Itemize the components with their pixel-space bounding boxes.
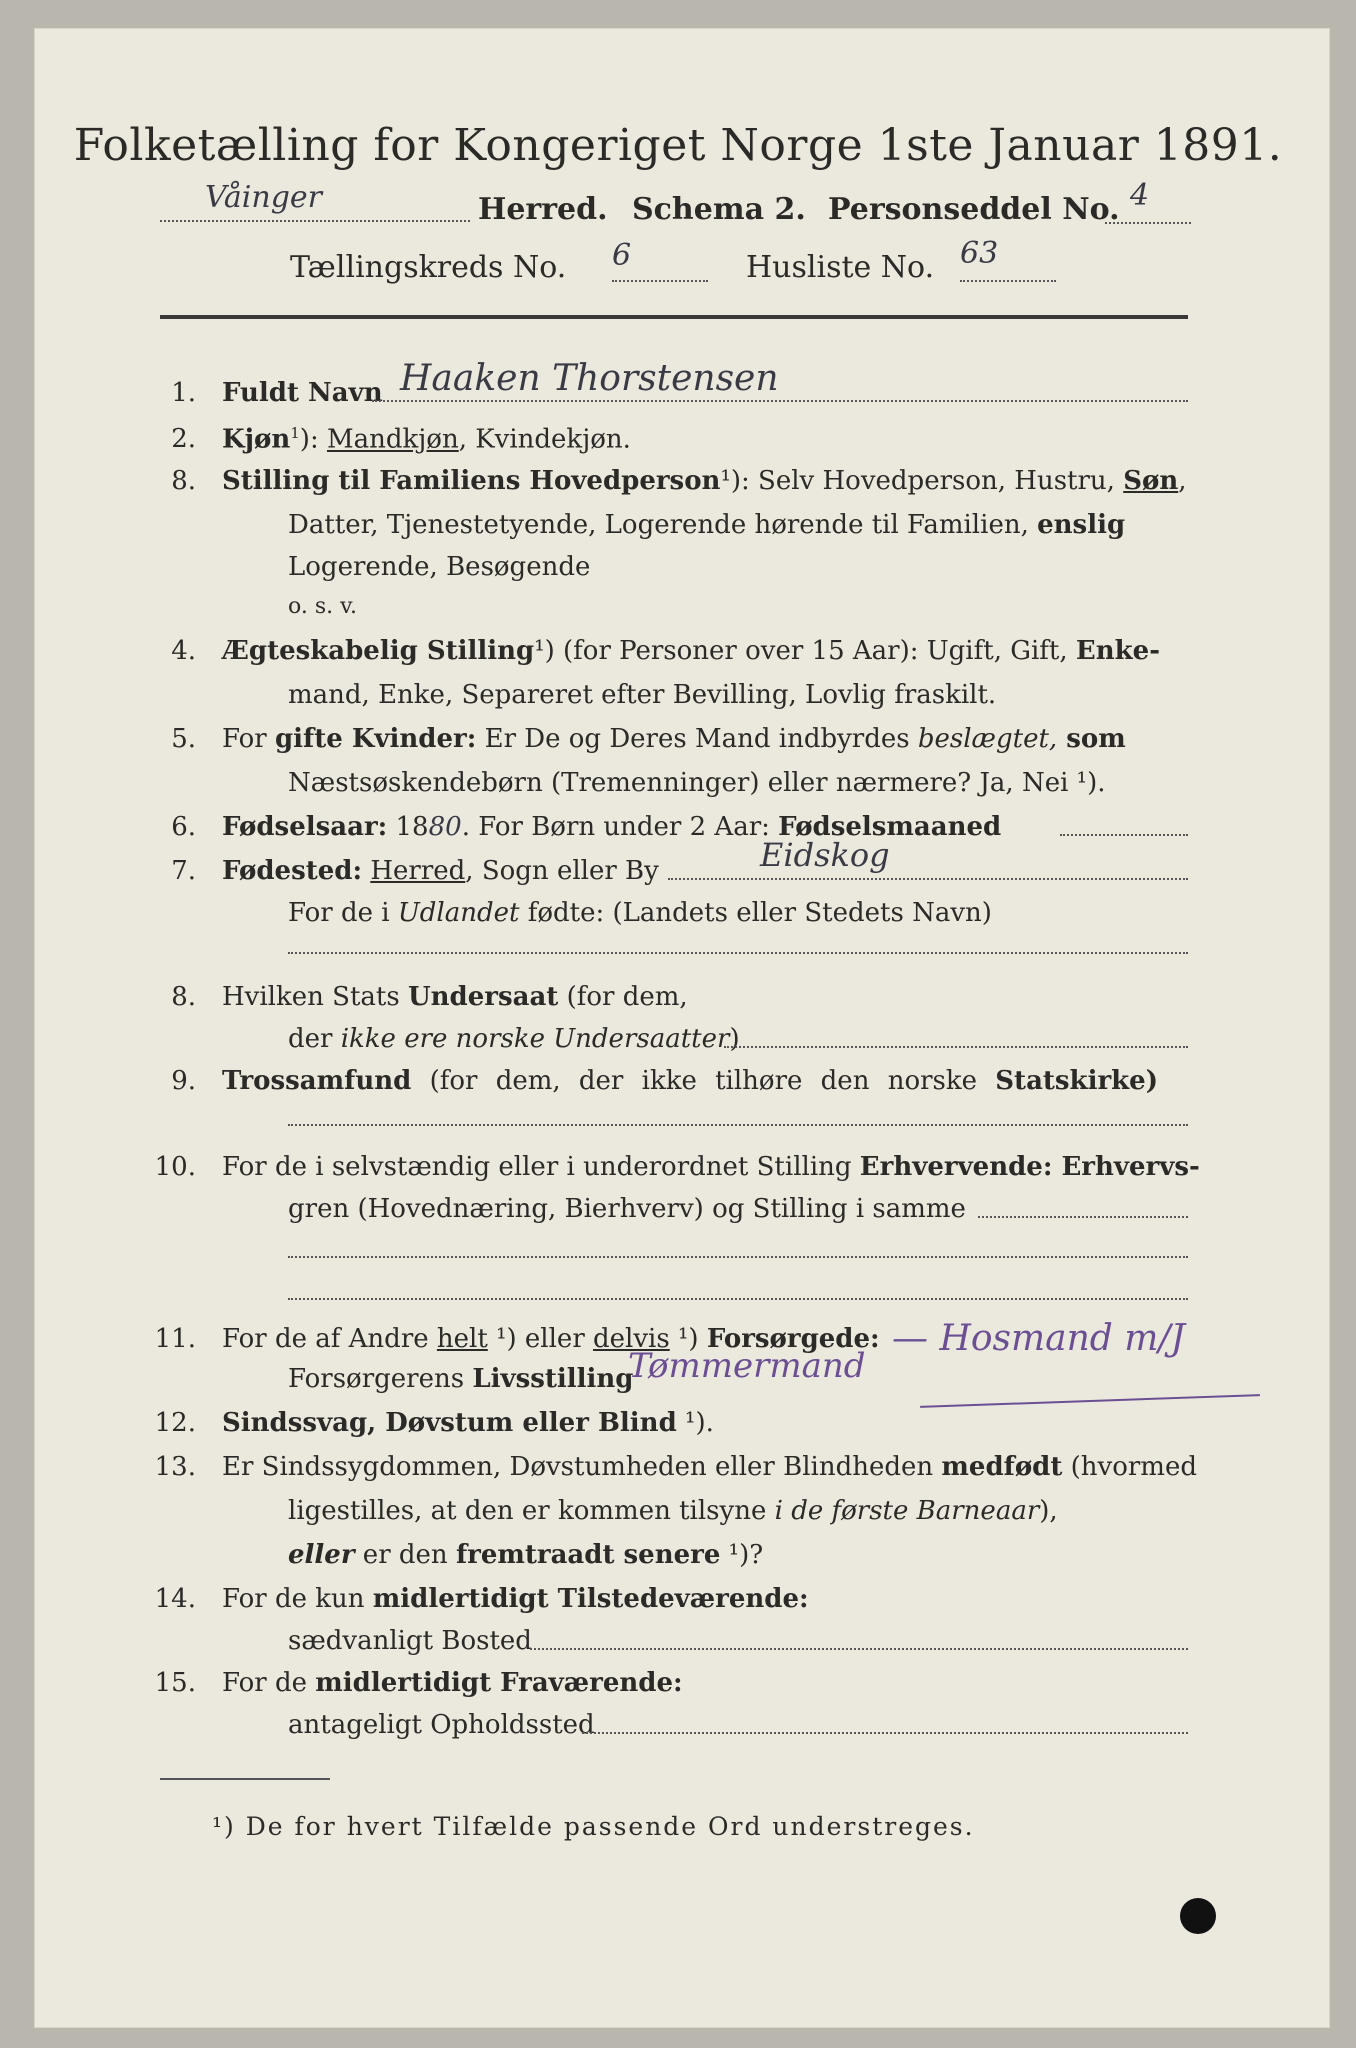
item-number: 12.	[154, 1408, 196, 1438]
item-number: 7.	[171, 856, 196, 886]
item-number: 2.	[171, 424, 196, 454]
dotted-line	[1105, 222, 1191, 224]
dotted-line	[612, 280, 708, 282]
birth-year-value: 80	[428, 812, 462, 842]
item-number: 11.	[154, 1324, 196, 1354]
herred-value: Våinger	[205, 180, 323, 215]
handwritten-stroke	[920, 1394, 1260, 1408]
congenital-line3: eller er den fremtraadt senere ¹)?	[288, 1540, 764, 1570]
supporter-row: Forsørgerens Livsstilling	[288, 1364, 634, 1394]
item-number: 14.	[154, 1584, 196, 1614]
religion-row: Trossamfund (for dem, der ikke tilhøre den norske Statskirke)	[222, 1066, 1159, 1096]
dotted-line	[372, 400, 1188, 402]
congenital-row: Er Sindssygdommen, Døvstumheden eller Blindheden medfødt (hvormed	[222, 1452, 1197, 1482]
dotted-line	[668, 878, 1188, 880]
temporary-absent-row: For de midlertidigt Fraværende:	[222, 1668, 683, 1698]
item-number: 9.	[171, 1066, 196, 1096]
form-title: Folketælling for Kongeriget Norge 1ste Januar 1891.	[73, 120, 1283, 171]
dotted-line	[288, 1298, 1188, 1300]
congenital-line2: ligestilles, at den er kommen tilsyne i de første Barneaar),	[288, 1496, 1058, 1526]
birth-year-row: Fødselsaar: 1880. For Børn under 2 Aar: Fødselsmaaned	[222, 812, 1002, 842]
dotted-line	[724, 1046, 1188, 1048]
personseddel-value: 4	[1130, 178, 1150, 213]
footnote: ¹) De for hvert Tilfælde passende Ord understreges.	[212, 1812, 975, 1841]
item-number: 5.	[171, 724, 196, 754]
ink-blot	[1180, 1898, 1216, 1934]
item-number: 4.	[171, 636, 196, 666]
item-number: 10.	[154, 1152, 196, 1182]
marital-status-row: Ægteskabelig Stilling¹) (for Personer over 15 Aar): Ugift, Gift, Enke-	[222, 636, 1160, 666]
family-position-row: Stilling til Familiens Hovedperson¹): Selv Hovedperson, Hustru, Søn,	[222, 466, 1187, 496]
item-number: 1.	[171, 378, 196, 408]
family-position-line2: Datter, Tjenestetyende, Logerende hørende til Familien, enslig	[288, 510, 1126, 540]
family-position-line3: Logerende, Besøgende	[288, 552, 591, 582]
usual-residence-label: sædvanligt Bosted	[288, 1626, 532, 1656]
dotted-line	[978, 1216, 1188, 1218]
probable-residence-label: antageligt Opholdssted	[288, 1710, 595, 1740]
dotted-line	[288, 1124, 1188, 1126]
occupation-row: For de i selvstændig eller i underordnet Stilling Erhvervende: Erhvervs-	[222, 1152, 1200, 1182]
item-number: 8.	[171, 466, 196, 496]
footnote-rule	[160, 1778, 330, 1780]
married-women-line2: Næstsøskendebørn (Tremenninger) eller nærmere? Ja, Nei ¹).	[288, 768, 1106, 798]
supporter-value: Tømmermand	[628, 1346, 866, 1386]
occupation-line2: gren (Hovednæring, Bierhverv) og Stilling i samme	[288, 1194, 966, 1224]
husliste-label: Husliste No.	[746, 250, 935, 285]
item-number: 15.	[154, 1668, 196, 1698]
citizenship-row: Hvilken Stats Undersaat (for dem,	[222, 982, 688, 1012]
dotted-line	[288, 952, 1188, 954]
personseddel-label: Personseddel No.	[828, 192, 1120, 227]
schema-label: Schema 2.	[632, 192, 806, 227]
taellingskreds-label: Tællingskreds No.	[290, 250, 567, 285]
citizenship-line2: der ikke ere norske Undersaatter)	[288, 1024, 740, 1054]
supported-row: For de af Andre helt ¹) eller delvis ¹) Forsørgede:	[222, 1324, 880, 1354]
marital-status-line2: mand, Enke, Separeret efter Bevilling, Lovlig fraskilt.	[288, 680, 997, 710]
dotted-line	[160, 220, 470, 222]
married-women-row: For gifte Kvinder: Er De og Deres Mand indbyrdes beslægtet, som	[222, 724, 1126, 754]
temporary-present-row: For de kun midlertidigt Tilstedeværende:	[222, 1584, 809, 1614]
dotted-line	[582, 1732, 1188, 1734]
dotted-line	[288, 1256, 1188, 1258]
item-number: 13.	[154, 1452, 196, 1482]
birthplace-value: Eidskog	[760, 836, 890, 874]
dotted-line	[1060, 834, 1188, 836]
header-rule	[160, 315, 1188, 319]
full-name-label: Fuldt Navn	[222, 378, 383, 408]
item-number: 8.	[171, 982, 196, 1012]
sex-row: Kjøn$^1$): Mandkjøn, Kvindekjøn.	[222, 424, 631, 455]
full-name-value: Haaken Thorstensen	[400, 358, 779, 399]
husliste-value: 63	[960, 236, 999, 271]
dotted-line	[530, 1648, 1188, 1650]
supported-value: — Hosmand m/J	[892, 1318, 1185, 1359]
dotted-line	[960, 280, 1056, 282]
item-number: 6.	[171, 812, 196, 842]
disability-row: Sindssvag, Døvstum eller Blind ¹).	[222, 1408, 714, 1438]
family-position-line4: o. s. v.	[288, 594, 357, 619]
birthplace-line2: For de i Udlandet fødte: (Landets eller Stedets Navn)	[288, 898, 992, 928]
herred-label: Herred.	[478, 192, 608, 227]
birthplace-row: Fødested: Herred, Sogn eller By	[222, 856, 659, 886]
taellingskreds-value: 6	[612, 238, 632, 273]
